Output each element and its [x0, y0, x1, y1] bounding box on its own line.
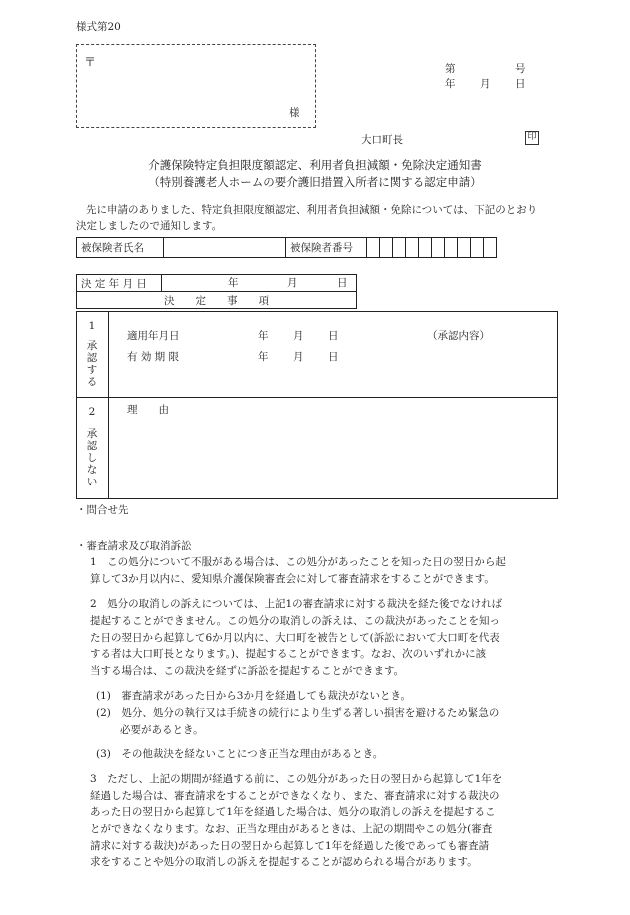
decision-day: 日 — [337, 277, 348, 289]
apply-month: 月 — [293, 330, 304, 342]
decision-date-label: 決 定 年 月 日 — [77, 275, 162, 292]
appeal-line: 1 この処分について不服がある場合は、この処分があったことを知った日の翌日から起 — [90, 556, 506, 568]
approve-label-char: す — [86, 364, 98, 376]
divider — [108, 311, 109, 499]
reject-label-char: し — [86, 452, 98, 464]
approve-number: 1 — [88, 320, 96, 332]
appeal-line: 当する場合は、この裁決を経ずに訴訟を提起することができます。 — [90, 665, 405, 677]
appeal-line: 3 ただし、上記の期間が経過する前に、この処分があった日の翌日から起算して1年を — [90, 773, 503, 785]
insured-number-digit[interactable] — [393, 238, 406, 258]
doc-number-prefix: 第 — [445, 63, 456, 75]
decision-month: 月 — [287, 277, 298, 289]
approve-label-char: る — [86, 376, 98, 388]
insured-number-digit[interactable] — [445, 238, 458, 258]
appeal-line: (2) 処分、処分の執行又は手続きの続行により生ずる著しい損害を避けるため緊急の — [96, 707, 500, 719]
expiry-month: 月 — [293, 351, 304, 363]
issue-day: 日 — [515, 78, 526, 90]
apply-date-label: 適用年月日 — [127, 330, 180, 342]
appeal-line: 必要があるとき。 — [120, 724, 204, 736]
divider — [76, 397, 558, 398]
insured-number-digit[interactable] — [484, 238, 497, 258]
issue-month: 月 — [480, 78, 491, 90]
appeal-line: 求をすることや処分の取消しの訴えを提起することが認められる場合があります。 — [90, 856, 478, 868]
address-box — [76, 44, 316, 128]
insured-number-digit[interactable] — [471, 238, 484, 258]
insured-number-label: 被保険者番号 — [286, 238, 367, 258]
reject-label-char: 認 — [86, 440, 98, 452]
appeal-line: とができなくなります。なお、正当な理由があるときは、上記の期間やこの処分(審査 — [90, 823, 493, 835]
document-subtitle: （特別養護老人ホームの要介護旧措置入所者に関する認定申請） — [148, 175, 482, 189]
appeal-line: た日の翌日から起算して6か月以内に、大口町を被告として(訴訟において大口町を代表 — [90, 632, 500, 644]
appeal-line: 2 処分の取消しの訴えについては、上記1の審査請求に対する裁決を経た後でなければ — [90, 598, 503, 610]
approve-label-char: 認 — [86, 352, 98, 364]
document-title: 介護保険特定負担限度額認定、利用者負担減額・免除決定通知書 — [148, 158, 482, 172]
appeal-line: あった日の翌日から起算して1年を経過した場合は、処分の取消しの訴えを提起するこ — [90, 806, 496, 818]
issuer-name: 大口町長 — [361, 134, 403, 146]
expiry-label: 有 効 期 限 — [127, 351, 180, 363]
appeal-line: 算して3か月以内に、愛知県介護保険審査会に対して審査請求をすることができます。 — [90, 573, 495, 585]
reason-label: 理 由 — [127, 404, 169, 416]
insured-number-digit[interactable] — [406, 238, 419, 258]
reject-label-char: な — [86, 464, 98, 476]
intro-text: 先に申請のありました、特定負担限度額認定、利用者負担減額・免除については、下記のとおり決定しましたので通知します。 — [76, 204, 538, 232]
contact-label: ・問合せ先 — [76, 504, 129, 516]
appeal-line: (3) その他裁決を経ないことにつき正当な理由があるとき。 — [96, 748, 384, 760]
honorific: 様 — [289, 107, 300, 119]
expiry-year: 年 — [258, 351, 269, 363]
apply-day: 日 — [328, 330, 339, 342]
insured-name-label: 被保険者氏名 — [77, 238, 164, 258]
reject-label-char: 承 — [86, 428, 98, 440]
form-number: 様式第20 — [76, 21, 121, 33]
appeal-line: 経過した場合は、審査請求をすることができなくなり、また、審査請求に対する裁決の — [90, 790, 500, 802]
appeal-line: 提起することができません。この処分の取消しの訴えは、この裁決があったことを知っ — [90, 615, 501, 627]
doc-number-suffix: 号 — [515, 63, 526, 75]
seal-icon: 印 — [525, 131, 539, 145]
insured-number-digit[interactable] — [432, 238, 445, 258]
apply-year: 年 — [258, 330, 269, 342]
decision-items-label: 決 定 事 項 — [77, 292, 357, 309]
postal-mark: 〒 — [84, 55, 97, 69]
approve-label-char: 承 — [86, 340, 98, 352]
decision-year: 年 — [228, 277, 239, 289]
decision-date-field[interactable] — [162, 275, 357, 292]
approve-label — [85, 340, 99, 388]
reject-label-char: い — [86, 476, 98, 488]
reject-label — [85, 428, 99, 488]
issue-year: 年 — [445, 78, 456, 90]
reject-number: 2 — [88, 406, 96, 418]
decision-table — [76, 274, 357, 309]
appeal-line: する者は大口町長となります。)、提起することができます。なお、次のいずれかに該 — [90, 648, 487, 660]
insured-name-field[interactable] — [164, 238, 286, 258]
insured-number-digit[interactable] — [367, 238, 380, 258]
insured-number-digit[interactable] — [458, 238, 471, 258]
approval-content-label: （承認内容） — [427, 330, 490, 342]
appeal-heading: ・審査請求及び取消訴訟 — [76, 540, 192, 552]
expiry-day: 日 — [328, 351, 339, 363]
insured-number-digit[interactable] — [419, 238, 432, 258]
appeal-line: 請求に対する裁決)があった日の翌日から起算して1年を経過した後であっても審査請 — [90, 840, 490, 852]
insured-number-digit[interactable] — [380, 238, 393, 258]
insured-table — [76, 237, 497, 258]
appeal-line: (1) 審査請求があった日から3か月を経過しても裁決がないとき。 — [96, 690, 412, 702]
